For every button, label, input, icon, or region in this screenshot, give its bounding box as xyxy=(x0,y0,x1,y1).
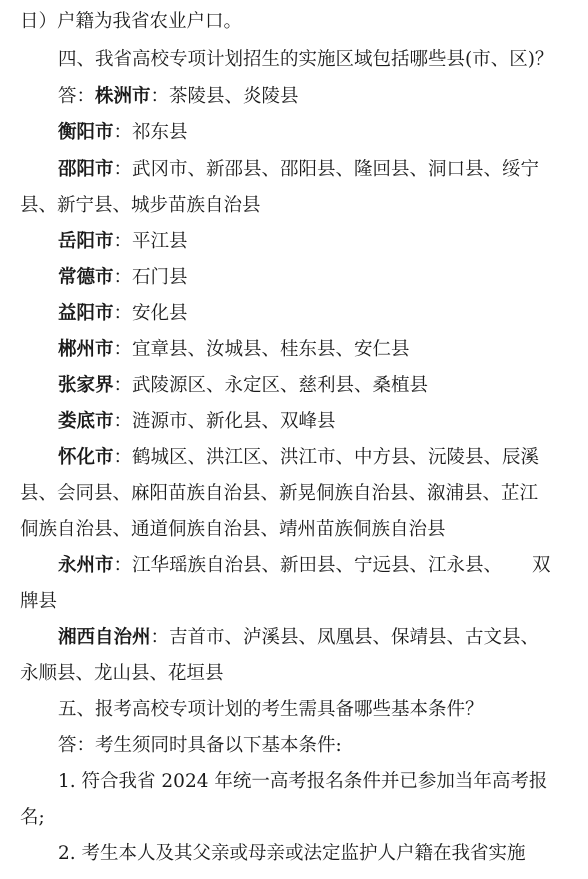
text-line: 郴州市：宜章县、汝城县、桂东县、安仁县 xyxy=(58,339,410,360)
text-line: 牌县 xyxy=(20,591,58,612)
region-label: 永州市 xyxy=(58,555,114,576)
section-heading: 五、报考高校专项计划的考生需具备哪些基本条件？ xyxy=(58,699,484,720)
region-label: 衡阳市 xyxy=(58,122,114,143)
text-line: 名; xyxy=(20,807,45,828)
region-label: 常德市 xyxy=(58,267,114,288)
region-label: 株洲市 xyxy=(95,86,151,107)
text-line: 侗族自治县、通道侗族自治县、靖州苗族侗族自治县 xyxy=(20,519,446,540)
text-line: 怀化市：鹤城区、洪江区、洪江市、中方县、沅陵县、辰溪 xyxy=(58,447,540,468)
region-label: 娄底市 xyxy=(58,411,114,432)
text-line: 衡阳市：祁东县 xyxy=(58,122,188,143)
region-label: 郴州市 xyxy=(58,339,114,360)
text-line: 湘西自治州：吉首市、泸溪县、凤凰县、保靖县、古文县、 xyxy=(58,627,540,648)
text-line: 县、新宁县、城步苗族自治县 xyxy=(20,195,261,216)
text-line: 常德市：石门县 xyxy=(58,267,188,288)
region-label: 怀化市 xyxy=(58,447,114,468)
text-line: 答：考生须同时具备以下基本条件: xyxy=(58,735,342,756)
region-label: 岳阳市 xyxy=(58,231,114,252)
text-line: 1. 符合我省 2024 年统一高考报名条件并已参加当年高考报 xyxy=(58,771,548,792)
region-label: 湘西自治州 xyxy=(58,627,151,648)
region-label: 邵阳市 xyxy=(58,159,114,180)
region-label: 益阳市 xyxy=(58,303,114,324)
text-line: 日）户籍为我省农业户口。 xyxy=(20,11,243,32)
text-line: 永州市：江华瑶族自治县、新田县、宁远县、江永县、 双 xyxy=(58,555,551,576)
region-label: 张家界 xyxy=(58,375,114,396)
text-line: 娄底市：涟源市、新化县、双峰县 xyxy=(58,411,336,432)
text-line: 答：株洲市：茶陵县、炎陵县 xyxy=(58,86,299,107)
text-line: 益阳市：安化县 xyxy=(58,303,188,324)
text-line: 永顺县、龙山县、花垣县 xyxy=(20,663,224,684)
text-line: 张家界：武陵源区、永定区、慈利县、桑植县 xyxy=(58,375,429,396)
text-line: 2. 考生本人及其父亲或母亲或法定监护人户籍在我省实施 xyxy=(58,843,526,864)
section-heading: 四、我省高校专项计划招生的实施区域包括哪些县(市、区)？ xyxy=(58,49,554,70)
text-line: 县、会同县、麻阳苗族自治县、新晃侗族自治县、溆浦县、芷江 xyxy=(20,483,539,504)
text-line: 邵阳市：武冈市、新邵县、邵阳县、隆回县、洞口县、绥宁 xyxy=(58,159,540,180)
text-line: 岳阳市：平江县 xyxy=(58,231,188,252)
